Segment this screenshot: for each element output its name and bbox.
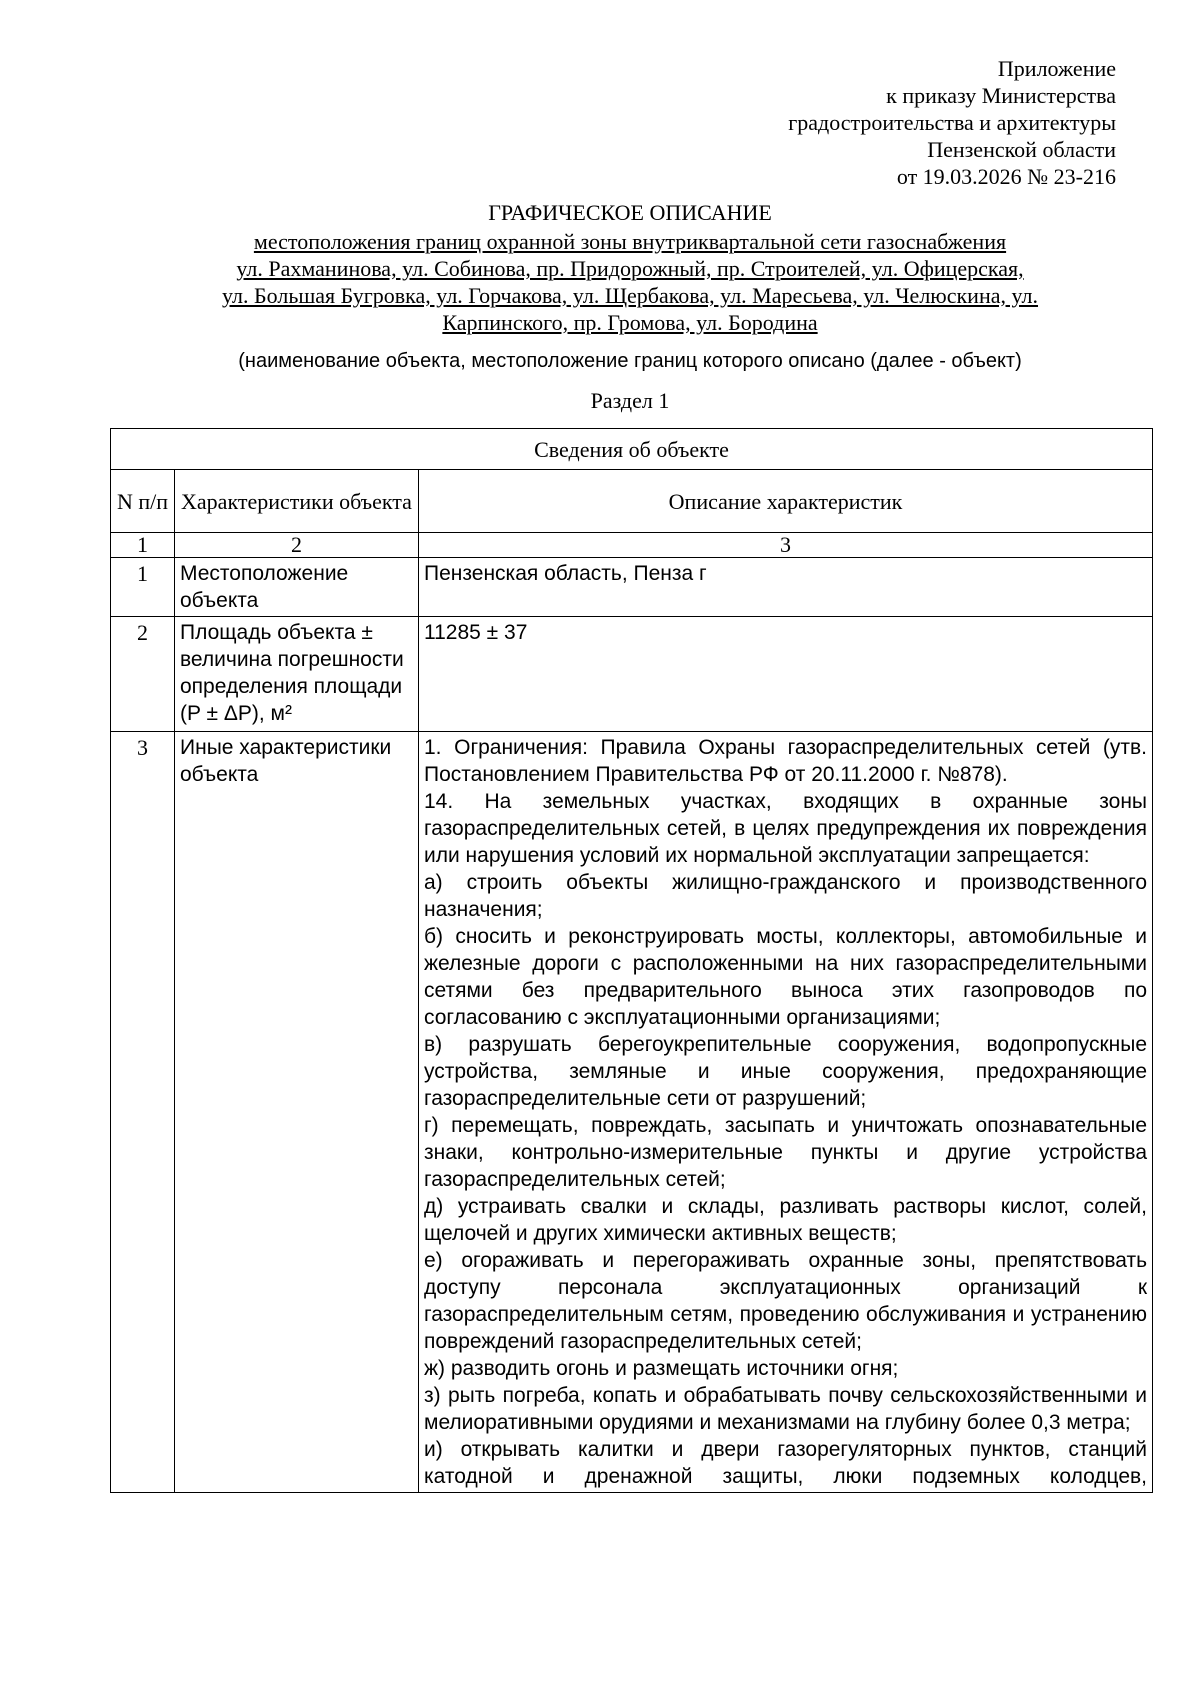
col-header-description: Описание характеристик xyxy=(419,470,1153,533)
restriction-paragraph: з) рыть погреба, копать и обрабатывать почву сельскохозяйственными и мелиоративными орудиями и механизмами на глубину более 0,3 метра; xyxy=(424,1384,1148,1434)
header-line: к приказу Министерства xyxy=(886,83,1116,108)
restriction-paragraph: г) перемещать, повреждать, засыпать и уничтожать опознавательные знаки, контрольно-измерительные пункты и другие устройства газораспределительных сетей; xyxy=(424,1114,1148,1191)
header-line: градостроительства и архитектуры xyxy=(788,110,1116,135)
subtitle-line: местоположения границ охранной зоны внутриквартальной сети газоснабжения xyxy=(253,229,1007,254)
col-header-characteristics: Характеристики объекта xyxy=(175,470,419,533)
row-description: Пензенская область, Пенза г xyxy=(419,558,1153,617)
document-title: ГРАФИЧЕСКОЕ ОПИСАНИЕ xyxy=(488,200,772,225)
subtitle-line: Карпинского, пр. Громова, ул. Бородина xyxy=(442,310,818,335)
object-caption: (наименование объекта, местоположение границ которого описано (далее - объект) xyxy=(238,350,1022,372)
table-title: Сведения об объекте xyxy=(111,429,1153,470)
header-line: Пензенской области xyxy=(927,137,1116,162)
subtitle-line: ул. Большая Бугровка, ул. Горчакова, ул. Щербакова, ул. Маресьева, ул. Челюскина, ул. xyxy=(221,283,1039,308)
table-row xyxy=(111,732,1153,1493)
table-row xyxy=(111,617,1153,732)
restriction-paragraph: е) огораживать и перегораживать охранные зоны, препятствовать доступу персонала эксплуатационных организаций к газораспределительным сетям, проведению обслуживания и устранению повреждений газораспределительных сетей; xyxy=(424,1249,1148,1353)
row-characteristic: Иные характеристики объекта xyxy=(175,732,419,1493)
col-header-number: N п/п xyxy=(111,470,175,533)
col-number: 3 xyxy=(419,533,1153,558)
order-date-number: от 19.03.2026 № 23-216 xyxy=(896,164,1116,189)
object-description xyxy=(100,228,1160,336)
table-row xyxy=(111,558,1153,617)
row-number: 3 xyxy=(111,732,175,1493)
table-header-row xyxy=(111,470,1153,533)
order-reference-block xyxy=(616,55,1116,190)
restriction-paragraph: в) разрушать берегоукрепительные сооружения, водопропускные устройства, земляные и иные сооружения, предохраняющие газораспределительные сети от разрушений; xyxy=(424,1033,1148,1110)
col-number: 1 xyxy=(111,533,175,558)
restriction-paragraph: 1. Ограничения: Правила Охраны газораспределительных сетей (утв. Постановлением Правительства РФ от 20.11.2000 г. №878). xyxy=(424,736,1148,786)
header-line: Приложение xyxy=(997,56,1116,81)
row-description: 11285 ± 37 xyxy=(419,617,1153,732)
table-colnum-row xyxy=(111,533,1153,558)
restriction-paragraph: б) сносить и реконструировать мосты, коллекторы, автомобильные и железные дороги с расположенными на них газораспределительными сетями без предварительного выноса этих газопроводов по согласованию с эксплуатационными организациями; xyxy=(424,925,1148,1029)
row-description xyxy=(419,732,1153,1493)
restriction-paragraph: 14. На земельных участках, входящих в охранные зоны газораспределительных сетей, в целях предупреждения их повреждения или нарушения условий их нормальной эксплуатации запрещается: xyxy=(424,790,1148,867)
row-characteristic: Площадь объекта ± величина погрешности определения площади (P ± ΔP), м² xyxy=(175,617,419,732)
restriction-paragraph: а) строить объекты жилищно-гражданского и производственного назначения; xyxy=(424,871,1148,921)
table-title-row xyxy=(111,429,1153,470)
row-number: 1 xyxy=(111,558,175,617)
subtitle-line: ул. Рахманинова, ул. Собинова, пр. Придорожный, пр. Строителей, ул. Офицерская, xyxy=(236,256,1024,281)
col-number: 2 xyxy=(175,533,419,558)
section-heading: Раздел 1 xyxy=(590,388,670,413)
row-number: 2 xyxy=(111,617,175,732)
row-characteristic: Местоположение объекта xyxy=(175,558,419,617)
restriction-paragraph: и) открывать калитки и двери газорегуляторных пунктов, станций катодной и дренажной защиты, люки подземных колодцев, xyxy=(424,1438,1148,1488)
restriction-paragraph: д) устраивать свалки и склады, разливать растворы кислот, солей, щелочей и других химически активных веществ; xyxy=(424,1195,1148,1245)
restriction-paragraph: ж) разводить огонь и размещать источники огня; xyxy=(424,1357,899,1380)
object-info-table xyxy=(110,428,1153,1493)
